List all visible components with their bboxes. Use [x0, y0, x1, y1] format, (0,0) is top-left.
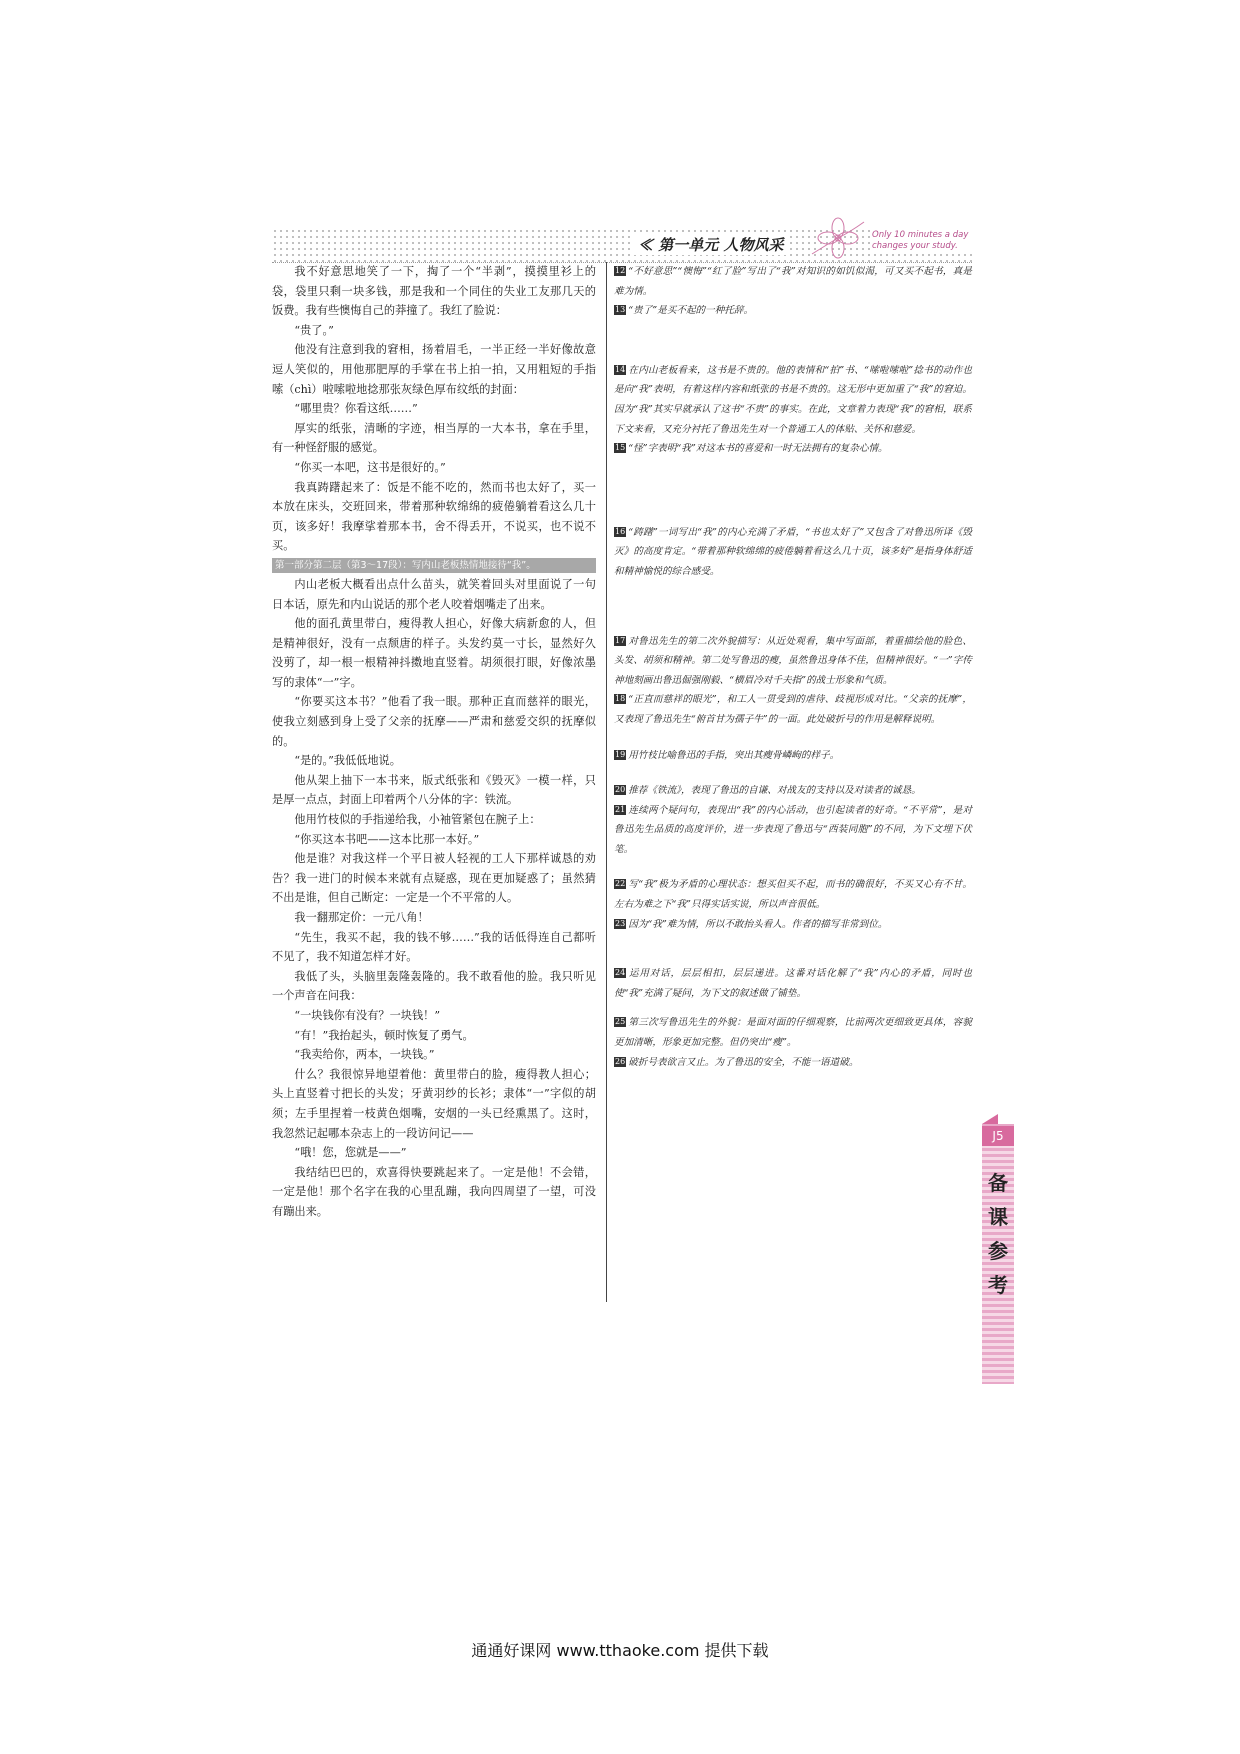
annotation: [614, 1013, 972, 1052]
annotation-text: 在内山老板看来，这书是不贵的。他的表情和“拍”书、“嗦啦嗦啦”捻书的动作也是向“我”表明，有着这样内容和纸张的书是不贵的。这无形中更加重了“我”的窘迫。因为“我”其实早就承认了这书“不贵”的事实。在此，文章着力表现“我”的窘相，联系下文来看，又充分衬托了鲁迅先生对一个普通工人的体贴、关怀和慈爱。: [614, 364, 972, 435]
section-band: 第一部分第二层（第3～17段）：写内山老板热情地接待“我”。: [272, 558, 596, 573]
tab-code: J5: [982, 1126, 1014, 1146]
paragraph: “有！”我抬起头，顿时恢复了勇气。: [294, 1028, 474, 1042]
paragraph: “你买一本吧，这书是很好的。”: [294, 460, 446, 474]
annotation: [614, 632, 972, 691]
tab-label: 备课参考: [988, 1171, 1008, 1297]
paragraph: “先生，我买不起，我的钱不够……”我的话低得连自己都听不见了，我不知道怎样才好。: [272, 930, 596, 964]
paragraph: 内山老板大概看出点什么苗头，就笑着回头对里面说了一句日本话，原先和内山说话的那个老人咬着烟嘴走了出来。: [272, 577, 596, 611]
annotation: [614, 523, 972, 582]
annotation-number: 26: [615, 1056, 626, 1066]
annotation-number: 16: [615, 526, 626, 536]
tab-notch: [982, 1114, 998, 1124]
annotation-text: 写“我”极为矛盾的心理状态：想买但买不起，而书的确很好，不买又心有不甘。左右为难之下“我”只得实话实说，所以声音很低。: [614, 879, 972, 911]
annotation-column: [614, 262, 972, 1072]
annotation-number: 14: [615, 364, 626, 374]
annotation-text: “正直而慈祥的眼光”，和工人一贯受到的虐待、歧视形成对比。“父亲的抚摩”，又表现了鲁迅先生“俯首甘为孺子牛”的一面。此处破折号的作用是解释说明。: [614, 694, 972, 725]
annotation: [614, 262, 972, 301]
annotation-text: 破折号表欲言又止。为了鲁迅的安全，不能一语道破。: [628, 1056, 859, 1068]
slogan-line2: changes your study.: [872, 241, 958, 251]
footer-watermark: 通通好课网 www.tthaoke.com 提供下载: [471, 1641, 769, 1660]
annotation-text: “不好意思”“懊悔”“红了脸”写出了“我”对知识的如饥似渴，可又买不起书，真是难为情。: [614, 266, 972, 297]
slogan-line1: Only 10 minutes a day: [872, 230, 969, 240]
page-header: [272, 228, 972, 263]
annotation-number: 21: [615, 804, 626, 814]
annotation-number: 20: [615, 785, 626, 795]
column-divider: [606, 262, 607, 1302]
annotation: [614, 915, 972, 935]
annotation-text: “贵了”是买不起的一种托辞。: [628, 305, 754, 317]
left-column-text: [272, 262, 596, 1222]
paragraph: “你要买这本书？”他看了我一眼。那种正直而慈祥的眼光，使我立刻感到身上受了父亲的抚摩——严肃和慈爱交织的抚摩似的。: [272, 695, 596, 748]
annotation: [614, 1053, 972, 1073]
paragraph: 什么？我很惊异地望着他：黄里带白的脸，瘦得教人担心；头上直竖着寸把长的头发；牙黄羽纱的长衫；隶体“一”字似的胡须；左手里捏着一枝黄色烟嘴，安烟的一头已经熏黑了。这时，我忽然记起哪本杂志上的一段访问记——: [272, 1067, 596, 1140]
annotation-number: 25: [615, 1017, 626, 1027]
annotation-number: 24: [615, 968, 626, 978]
annotation-number: 12: [615, 266, 626, 275]
annotation-text: 运用对话，层层相扣，层层递进。这番对话化解了“我”内心的矛盾，同时也使“我”充满了疑问，为下文的叙述做了铺垫。: [614, 968, 972, 999]
annotation: [614, 964, 972, 1003]
paragraph: 他没有注意到我的窘相，扬着眉毛，一半正经一半好像故意逗人笑似的，用他那肥厚的手掌在书上拍一拍，又用粗短的手指嗦（chì）啦嗦啦地捻那张灰绿色厚布纹纸的封面：: [272, 343, 596, 396]
annotation-number: 15: [615, 443, 626, 453]
slogan: [872, 230, 982, 252]
annotation-number: 13: [615, 305, 626, 315]
annotation: [614, 875, 972, 914]
annotation-text: 连续两个疑问句，表现出“我”的内心活动，也引起读者的好奇。“不平常”，是对鲁迅先生品质的高度评价，进一步表现了鲁迅与“西装同胞”的不同，为下文埋下伏笔。: [614, 804, 972, 855]
annotation-number: 19: [615, 749, 626, 759]
unit-title: ≪ 第一单元 人物风采: [632, 234, 789, 255]
annotation-number: 17: [615, 635, 626, 645]
paragraph: 他从架上抽下一本书来，版式纸张和《毁灭》一模一样，只是厚一点点，封面上印着两个八分体的字：铁流。: [272, 773, 596, 807]
paragraph: “你买这本书吧——这本比那一本好。”: [294, 832, 480, 846]
side-tab: [982, 1124, 1014, 1384]
annotation-text: “怪”字表明“我”对这本书的喜爱和一时无法拥有的复杂心情。: [628, 443, 888, 455]
annotation: [614, 690, 972, 729]
annotation-number: 18: [615, 694, 626, 704]
annotation-text: 推荐《铁流》，表现了鲁迅的自谦、对战友的支持以及对读者的诚恳。: [628, 785, 921, 797]
flower-ornament-icon: [808, 214, 868, 262]
paragraph: 他的面孔黄里带白，瘦得教人担心，好像大病新愈的人，但是精神很好，没有一点颓唐的样子。头发约莫一寸长，显然好久没剪了，却一根一根精神抖擞地直竖着。胡须很打眼，好像浓墨写的隶体“一”字。: [272, 617, 596, 689]
annotation: [614, 746, 972, 766]
annotation: [614, 361, 972, 439]
paragraph: 他用竹枝似的手指递给我，小袖管紧包在腕子上：: [294, 813, 541, 827]
paragraph: 我一翻那定价：一元八角！: [294, 911, 429, 924]
annotation-text: 因为“我”难为情，所以不敢抬头看人。作者的描写非常到位。: [628, 918, 888, 930]
annotation-text: 对鲁迅先生的第二次外貌描写：从近处观看，集中写面部，着重描绘他的脸色、头发、胡须和精神。第二处写鲁迅的瘦，虽然鲁迅身体不佳，但精神很好。“一”字传神地刻画出鲁迅倔强刚毅、“横眉冷对千夫指”的战士形象和气质。: [614, 635, 972, 686]
paragraph: “一块钱你有没有？一块钱！”: [294, 1008, 441, 1022]
annotation-text: 用竹枝比喻鲁迅的手指，突出其瘦骨嶙峋的样子。: [628, 749, 840, 761]
paragraph: “贵了。”: [294, 323, 334, 337]
paragraph: 厚实的纸张，清晰的字迹，相当厚的一大本书，拿在手里，有一种怪舒服的感觉。: [272, 421, 596, 455]
annotation: [614, 301, 972, 321]
annotation: [614, 801, 972, 860]
paragraph: 我低了头，头脑里轰隆轰隆的。我不敢看他的脸。我只听见一个声音在问我：: [272, 969, 596, 1003]
annotation-text: “踌躇”一词写出“我”的内心充满了矛盾，“书也太好了”又包含了对鲁迅所译《毁灭》的高度肯定。“带着那种软绵绵的疲倦躺着看这么几十页，该多好”是指身体舒适和精神愉悦的综合感受。: [614, 526, 972, 577]
paragraph: “是的。”我低低地说。: [294, 754, 401, 768]
paragraph: 我不好意思地笑了一下，掏了一个“半剥”，摸摸里衫上的袋，袋里只剩一块多钱，那是我和一个同住的失业工友那几天的饭费。我有些懊悔自己的莽撞了。我红了脸说：: [272, 265, 596, 318]
paragraph: “我卖给你，两本，一块钱。”: [294, 1048, 435, 1062]
annotation-text: 第三次写鲁迅先生的外貌：是面对面的仔细观察，比前两次更细致更具体，容貌更加清晰，形象更加完整。但仍突出“瘦”。: [614, 1017, 972, 1049]
annotation: [614, 439, 972, 459]
annotation-number: 22: [615, 879, 626, 889]
paragraph: 我真踌躇起来了：饭是不能不吃的，然而书也太好了，买一本放在床头，交班回来，带着那种软绵绵的疲倦躺着看这么几十页，该多好！我摩挲着那本书，舍不得丢开，不说买，也不说不买。: [272, 480, 596, 553]
paragraph: “哦！您，您就是——”: [294, 1146, 407, 1160]
paragraph: “哪里贵？你看这纸……”: [294, 402, 418, 416]
paragraph: 我结结巴巴的，欢喜得快要跳起来了。一定是他！不会错，一定是他！那个名字在我的心里乱蹦，我向四周望了一望，可没有蹦出来。: [272, 1165, 596, 1218]
annotation-number: 23: [615, 918, 626, 928]
paragraph: 他是谁？对我这样一个平日被人轻视的工人下那样诚恳的劝告？我一进门的时候本来就有点疑惑，现在更加疑惑了；虽然猜不出是谁，但自己断定：一定是一个不平常的人。: [272, 852, 596, 905]
annotation: [614, 781, 972, 801]
